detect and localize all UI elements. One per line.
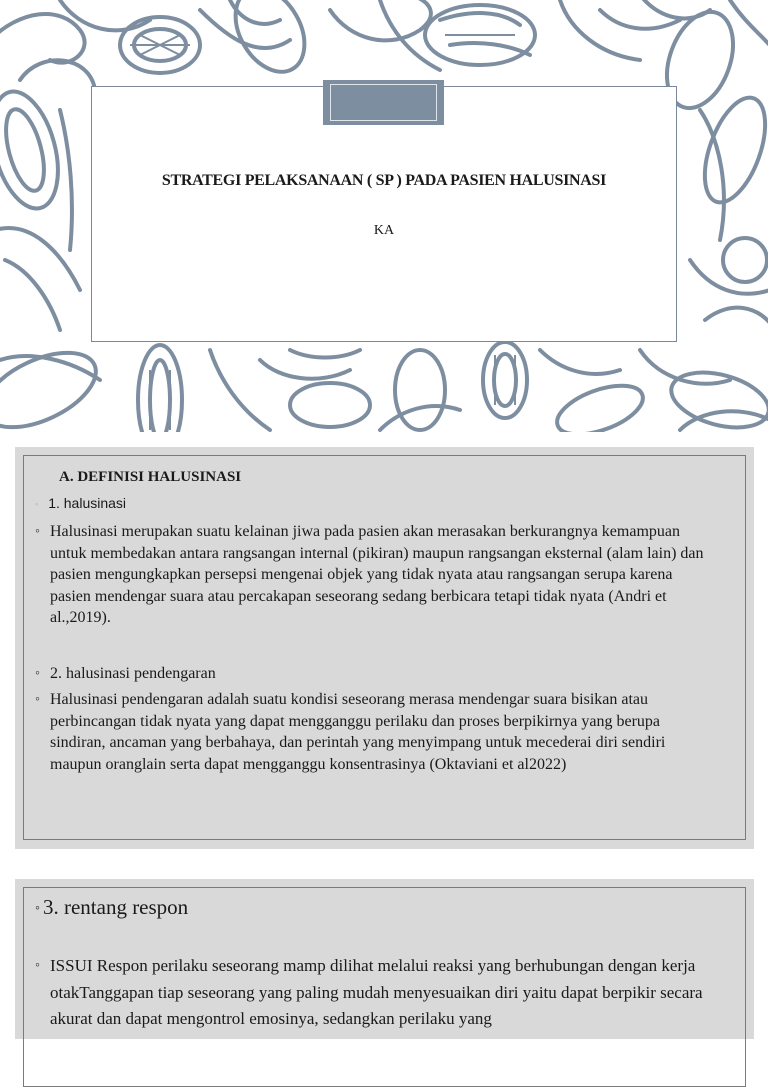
paragraph-text: ISSUI Respon perilaku seseorang mamp dilihat melalui reaksi yang berhubungan dengan kerja otakTanggapan tiap seseorang yang paling mudah menyesuaikan diri yaitu dapat berpikir secara akurat dan dapat mengontrol emosinya, sedangkan perilaku yang [50, 956, 703, 1028]
bullet-icon: ◦ [35, 692, 40, 707]
bullet-icon: ◦ [35, 499, 39, 510]
bullet-icon: ◦ [35, 524, 40, 539]
paragraph-pendengaran [35, 689, 695, 775]
slide-title: STRATEGI PELAKSANAAN ( SP ) PADA PASIEN HALUSINASI [161, 172, 607, 189]
title-slide [0, 0, 768, 432]
paragraph-text: Halusinasi merupakan suatu kelainan jiwa pada pasien akan merasakan berkurangnya kemampuan untuk membedakan antara rangsangan internal (pikiran) maupun rangsangan eksternal (alam lain) dan pasien mengungkapkan persepsi mengenai objek yang tidak nyata atau rangsangan serupa karena pasien mendengar suara atau percakapan seseorang sedang berbicara tetapi tidak nyata (Andri et al.,2019). [50, 523, 704, 626]
slide-frame [23, 455, 746, 840]
definition-slide [15, 447, 754, 849]
response-range-slide [15, 879, 754, 1039]
slide-subtitle: KA [373, 223, 395, 238]
paragraph-definition [35, 521, 715, 629]
subheading-text: 1. halusinasi [48, 495, 127, 511]
section-heading: A. DEFINISI HALUSINASI [59, 469, 242, 485]
subheading-pendengaran [35, 663, 715, 685]
title-tab-inner [330, 84, 437, 121]
bullet-icon: ◦ [35, 666, 40, 681]
bullet-icon: ◦ [35, 958, 40, 973]
bullet-icon: ◦ [35, 901, 40, 917]
subheading-text: 2. halusinasi pendengaran [50, 665, 216, 682]
subheading-halusinasi [35, 495, 126, 511]
section-heading [35, 895, 188, 920]
paragraph-text: Halusinasi pendengaran adalah suatu kondisi seseorang merasa mendengar suara bisikan atau perbincangan tidak nyata yang dapat mengganggu perilaku dan proses berpikirnya yang berupa sindiran, ancaman yang berbahaya, dan perintah yang menyimpang untuk mecederai diri sendiri maupun oranglain serta dapat mengganggu konsentrasinya (Oktaviani et al2022) [50, 691, 666, 773]
paragraph-response [35, 953, 740, 1033]
heading-text: 3. rentang respon [42, 895, 189, 919]
